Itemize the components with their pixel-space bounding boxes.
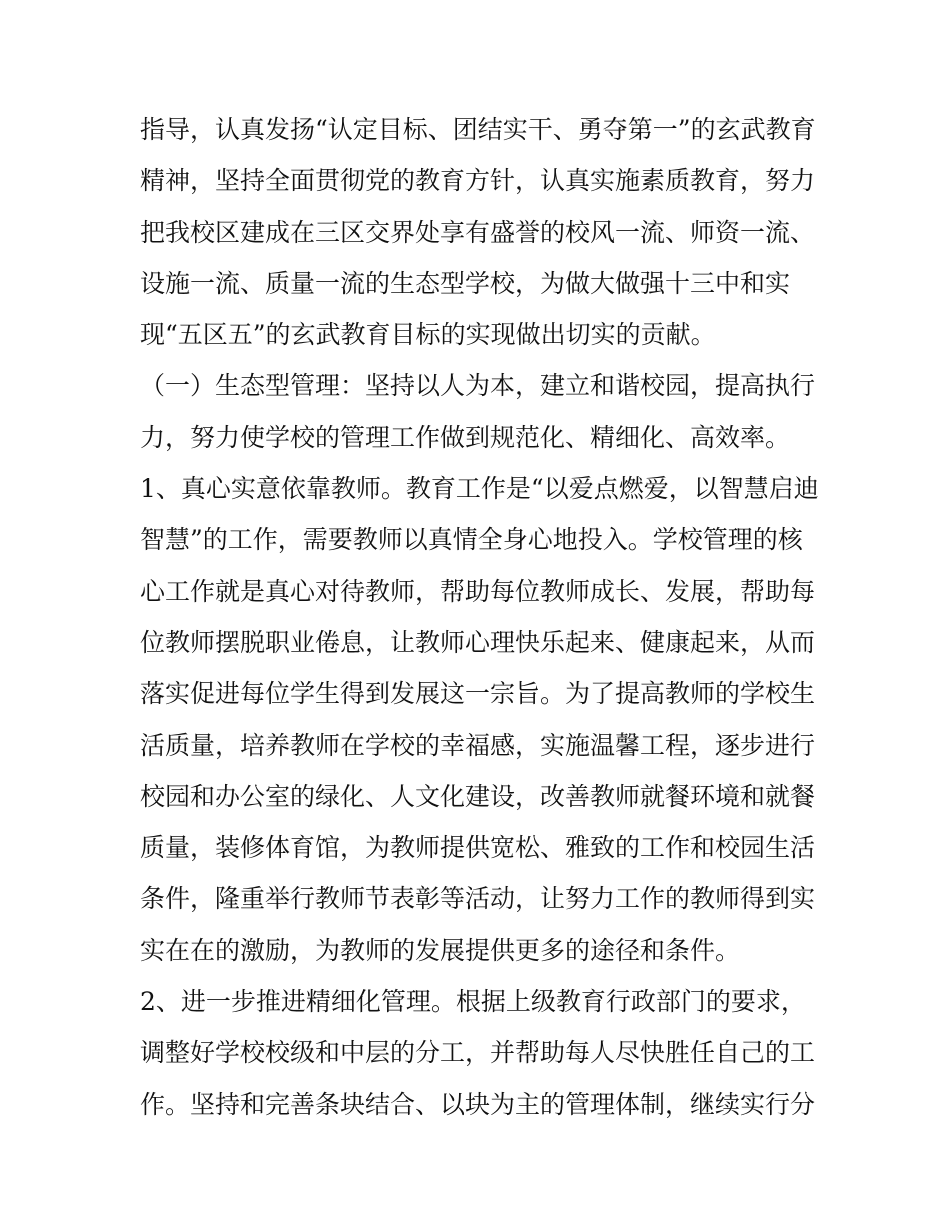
text-line: 调整好学校校级和中层的分工，并帮助每人尽快胜任自己的工 xyxy=(140,1038,816,1068)
text-line: 校园和办公室的绿化、人文化建设，改善教师就餐环境和就餐 xyxy=(140,781,816,811)
text-line: 作。坚持和完善条块结合、以块为主的管理体制，继续实行分 xyxy=(140,1089,816,1119)
list-item-line: 1、真心实意依靠教师。教育工作是“以爱点燃爱，以智慧启迪 xyxy=(140,474,819,504)
text-line: 位教师摆脱职业倦息，让教师心理快乐起来、健康起来，从而 xyxy=(140,627,816,657)
text-line: 落实促进每位学生得到发展这一宗旨。为了提高教师的学校生 xyxy=(140,679,816,709)
text-line: 现“五区五”的玄武教育目标的实现做出切实的贡献。 xyxy=(140,320,716,350)
text-line: 把我校区建成在三区交界处享有盛誉的校风一流、师资一流、 xyxy=(140,217,816,247)
text-line: 条件，隆重举行教师节表彰等活动，让努力工作的教师得到实 xyxy=(140,884,816,914)
text-line: 心工作就是真心对待教师，帮助每位教师成长、发展，帮助每 xyxy=(140,576,816,606)
text-line: 精神，坚持全面贯彻党的教育方针，认真实施素质教育，努力 xyxy=(140,166,816,196)
text-line: 质量，装修体育馆，为教师提供宽松、雅致的工作和校园生活 xyxy=(140,833,816,863)
text-line: 实在在的激励，为教师的发展提供更多的途径和条件。 xyxy=(140,935,741,965)
section-heading-line: （一）生态型管理：坚持以人为本，建立和谐校园，提高执行 xyxy=(140,371,816,401)
text-line: 力，努力使学校的管理工作做到规范化、精细化、高效率。 xyxy=(140,422,791,452)
list-item-line: 2、进一步推进精细化管理。根据上级教育行政部门的要求， xyxy=(140,987,806,1017)
body-text xyxy=(140,104,830,1130)
text-line: 指导，认真发扬“认定目标、团结实干、勇夺第一”的玄武教育 xyxy=(140,115,816,144)
text-line: 活质量，培养教师在学校的幸福感，实施温馨工程，逐步进行 xyxy=(140,730,816,760)
text-line: 设施一流、质量一流的生态型学校，为做大做强十三中和实 xyxy=(140,268,791,298)
text-line: 智慧”的工作，需要教师以真情全身心地投入。学校管理的核 xyxy=(140,525,803,555)
